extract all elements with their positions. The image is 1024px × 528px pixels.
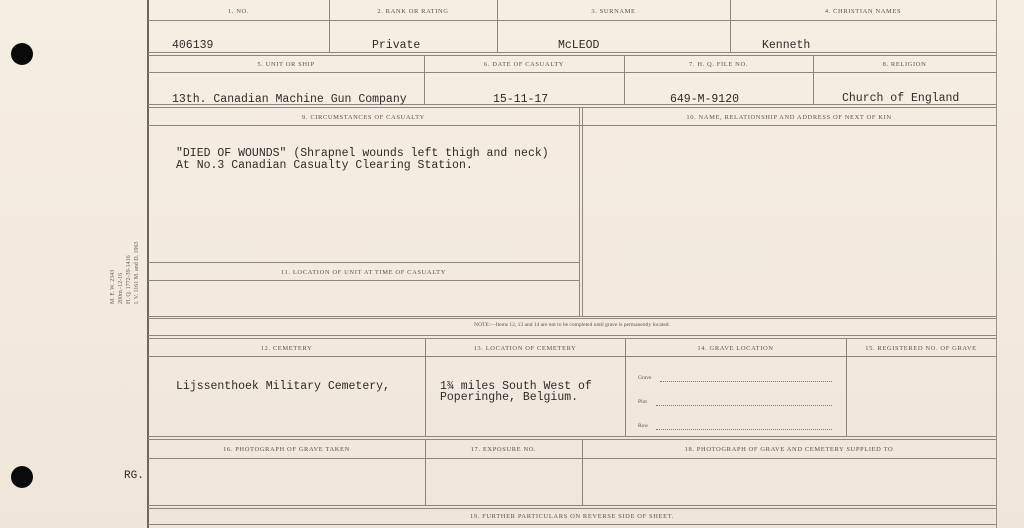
hq-file-no: 649-M-9120: [670, 93, 740, 106]
header-registered-no: 15. REGISTERED NO. OF GRAVE: [865, 345, 977, 352]
note-text: NOTE:—Items 12, 13 and 14 are not to be completed until grave is permanently located.: [474, 322, 670, 328]
circumstances-line-2: At No.3 Canadian Casualty Clearing Station.: [176, 159, 473, 172]
cemetery-location-line-1: 1¾ miles South West of: [440, 380, 592, 393]
rule: [148, 318, 996, 319]
header-no: 1. NO.: [227, 8, 250, 15]
rule: [148, 505, 996, 506]
rule: [582, 107, 583, 317]
punch-hole-top: [11, 43, 33, 65]
punch-hole-bottom: [11, 466, 33, 488]
header-location-of-cemetery: 13. LOCATION OF CEMETERY: [473, 345, 577, 352]
header-rank: 2. RANK OR RATING: [377, 8, 449, 15]
rule: [148, 20, 996, 21]
header-circumstances: 9. CIRCUMSTANCES OF CASUALTY: [302, 114, 425, 121]
plot-line: [656, 405, 832, 406]
rank: Private: [372, 39, 421, 52]
surname: McLEOD: [558, 39, 600, 52]
header-cemetery: 12. CEMETERY: [260, 345, 313, 352]
rule: [148, 125, 996, 126]
form-code-4: I. V. 1161 M. and D. 1963: [134, 241, 140, 304]
rg-mark: RG.: [124, 470, 144, 482]
rule: [846, 338, 847, 436]
service-number: 406139: [172, 39, 214, 52]
header-grave-location: 14. GRAVE LOCATION: [697, 345, 774, 352]
row-line: [656, 429, 832, 430]
religion: Church of England: [842, 92, 960, 105]
footer-note: 19. FURTHER PARTICULARS ON REVERSE SIDE OF SHEET.: [470, 513, 674, 520]
header-file-no: 7. H. Q. FILE NO.: [689, 61, 748, 68]
header-christian-names: 4. CHRISTIAN NAMES: [824, 8, 902, 15]
grave-line: [660, 381, 832, 382]
grave-label: Grave: [638, 375, 652, 381]
rule: [148, 335, 996, 336]
date-of-casualty: 15-11-17: [493, 93, 549, 106]
form-right-border: [996, 0, 997, 528]
header-photo-taken: 16. PHOTOGRAPH OF GRAVE TAKEN: [223, 446, 350, 453]
form-code-1: M. F. W. 2343: [110, 269, 116, 304]
header-exposure-no: 17. EXPOSURE NO.: [470, 446, 537, 453]
form-code-3: H. Q. 1772-39-1416: [126, 255, 132, 304]
form-code-2: 200m.-12-16: [118, 272, 124, 304]
header-next-of-kin: 10. NAME, RELATIONSHIP AND ADDRESS OF NEXT OF KIN: [686, 114, 892, 121]
cemetery-location-line-2: Poperinghe, Belgium.: [440, 391, 579, 404]
header-unit: 5. UNIT OR SHIP: [257, 61, 315, 68]
rule: [148, 524, 996, 525]
rule: [148, 72, 996, 73]
rule: [148, 262, 579, 263]
rule: [148, 55, 996, 56]
christian-names: Kenneth: [762, 39, 811, 52]
rule: [148, 436, 996, 437]
plot-label: Plot: [638, 399, 647, 405]
header-location-of-unit: 11. LOCATION OF UNIT AT TIME OF CASUALTY: [280, 269, 447, 276]
row-label: Row: [638, 423, 649, 429]
header-surname: 3. SURNAME: [591, 8, 636, 15]
unit: 13th. Canadian Machine Gun Company: [172, 93, 407, 106]
rule: [425, 338, 426, 436]
rule: [148, 356, 996, 357]
cemetery-name: Lijssenthoek Military Cemetery,: [176, 380, 390, 393]
header-religion: 8. RELIGION: [882, 61, 927, 68]
rule: [148, 508, 996, 509]
circumstances-line-1: "DIED OF WOUNDS" (Shrapnel wounds left thigh and neck): [176, 147, 549, 160]
rule: [148, 458, 996, 459]
rule: [579, 107, 580, 317]
rule: [148, 107, 996, 108]
rule: [148, 439, 996, 440]
header-photo-supplied: 18. PHOTOGRAPH OF GRAVE AND CEMETERY SUPPLIED TO: [684, 446, 894, 453]
header-date: 6. DATE OF CASUALTY: [483, 61, 565, 68]
rule: [148, 52, 996, 53]
rule: [148, 338, 996, 339]
rule: [625, 338, 626, 436]
rule: [148, 316, 996, 317]
rule: [148, 280, 579, 281]
